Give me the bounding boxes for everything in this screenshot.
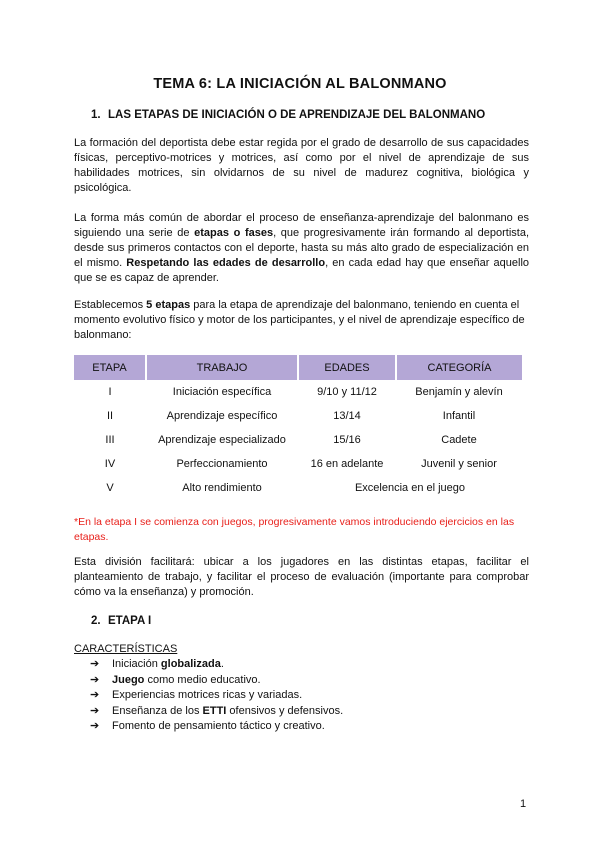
paragraph-2-text-c: , en cada edad hay que enseñar aquello que se es capaz de aprender. — [74, 257, 530, 284]
list-item — [90, 719, 510, 735]
table-header-cell: CATEGORÍA — [396, 355, 522, 380]
list-item-text: ofensivos y defensivos. — [226, 704, 344, 717]
table-cell: IV — [104, 458, 116, 470]
table-row — [74, 476, 522, 500]
arrow-right-icon: ➔ — [90, 658, 100, 670]
paragraph-2-bold-b: Respetando las edades de desarrollo — [126, 257, 326, 269]
arrow-right-icon: ➔ — [90, 704, 100, 717]
table-cell-merged: Excelencia en el juego — [354, 482, 466, 494]
table-header-cell: TRABAJO — [146, 355, 298, 380]
table-cell: V — [106, 482, 114, 494]
list-item-text: Experiencias motrices ricas y variadas. — [112, 689, 303, 701]
paragraph-3-text-b: para la etapa de aprendizaje del balonmano, teniendo en cuenta el momento evolutivo físico y motor de los participantes, y el nivel de aprendizaje específico de balonmano: — [74, 299, 525, 341]
list-item — [90, 657, 510, 673]
table-cell: II — [106, 410, 114, 422]
table-row — [74, 428, 522, 452]
list-item — [90, 704, 510, 720]
paragraph-2-text-a: La forma más común de abordar el proceso de enseñanza-aprendizaje del balonmano es siguiendo una serie de — [74, 212, 529, 239]
caracteristicas-heading: CARACTERÍSTICAS — [74, 643, 178, 655]
list-item-bold: ETTI — [202, 704, 227, 717]
paragraph-3-bold: 5 etapas — [146, 299, 191, 311]
table-cell: Juvenil y senior — [421, 458, 497, 470]
list-item-text: Enseñanza de los — [112, 704, 203, 717]
paragraph-4: Esta división facilitará: ubicar a los jugadores en las distintas etapas, facilitar el planteamiento de trabajo, y facilitar el proceso de evaluación (importante para comprobar cómo va la enseñanza) y promoción. — [74, 556, 529, 598]
paragraph-2-text-b: , que progresivamente irán formando al deportista, desde sus primeros contactos con el deporte, hasta su más alto grado de especialización en el mismo. — [74, 227, 530, 269]
paragraph-3-text-a: Establecemos — [74, 299, 147, 311]
table-header-cell: ETAPA — [74, 355, 146, 380]
table-cell: III — [105, 434, 115, 446]
table-row — [74, 404, 522, 428]
paragraph-2-bold-a: etapas o fases — [194, 227, 274, 239]
list-item-text: Iniciación — [112, 658, 161, 670]
arrow-right-icon: ➔ — [90, 673, 100, 686]
table-cell: 9/10 y 11/12 — [317, 386, 377, 398]
list-item-text: . — [220, 658, 224, 670]
table-cell: 13/14 — [333, 410, 361, 422]
table-row — [74, 380, 522, 404]
paragraph-3 — [74, 298, 529, 343]
table-header-cell: EDADES — [298, 355, 396, 380]
list-item-bold: globalizada — [160, 658, 221, 670]
arrow-right-icon: ➔ — [90, 689, 100, 701]
list-item — [90, 673, 510, 689]
page-title: TEMA 6: LA INICIACIÓN AL BALONMANO — [153, 76, 447, 92]
red-note: *En la etapa I se comienza con juegos, progresivamente vamos introduciendo ejercicios en las etapas. — [74, 516, 515, 543]
table-header-row — [74, 355, 522, 380]
table-cell: 15/16 — [333, 434, 361, 446]
arrow-right-icon: ➔ — [90, 720, 100, 732]
list-item-bold: Juego — [112, 673, 145, 686]
table-cell: 16 en adelante — [310, 458, 384, 470]
list-item — [90, 688, 510, 704]
table-cell: I — [108, 386, 112, 398]
table-cell: Cadete — [441, 434, 477, 446]
page-number: 1 — [520, 798, 527, 810]
section-2-number: 2. — [91, 615, 101, 627]
caracteristicas-list — [90, 657, 510, 735]
table-cell: Aprendizaje especializado — [158, 434, 286, 446]
table-cell: Benjamín y alevín — [415, 386, 503, 398]
table-cell: Perfeccionamiento — [176, 458, 268, 470]
list-item-text: Fomento de pensamiento táctico y creativo. — [112, 720, 325, 732]
table-row — [74, 452, 522, 476]
table-cell: Aprendizaje específico — [166, 410, 278, 422]
table-cell: Iniciación específica — [172, 386, 272, 398]
paragraph-1: La formación del deportista debe estar regida por el grado de desarrollo de sus capacidades físicas, perceptivo-motrices y motrices, así como por el nivel de aprendizaje de sus habilidades motrices, sin olvidarnos de su nivel de madurez cognitiva, biológica y psicológica. — [74, 137, 529, 194]
table-cell: Infantil — [442, 410, 476, 422]
table-cell: Alto rendimiento — [182, 482, 262, 494]
section-2-heading: ETAPA I — [108, 615, 152, 627]
section-1-number: 1. — [91, 109, 101, 121]
section-1-heading: LAS ETAPAS DE INICIACIÓN O DE APRENDIZAJE DEL BALONMANO — [108, 109, 486, 121]
etapas-table — [74, 355, 522, 500]
paragraph-2 — [74, 211, 529, 286]
list-item-text: como medio educativo. — [144, 673, 261, 686]
